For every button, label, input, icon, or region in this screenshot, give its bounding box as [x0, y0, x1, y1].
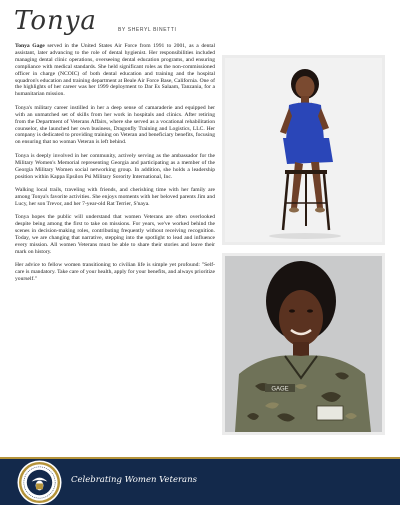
paragraph-hobbies: Walking local trails, traveling with friends, and cherishing time with her family are among Tonya's favorite activities. She enjoys moments with her beloved parents Jim and Lucy, her son Trevor, and her 7-year-old Rat Terrier, S'naya. — [15, 187, 215, 207]
subject-name: Tonya Gage — [15, 43, 45, 49]
paragraph-service-text: served in the United States Air Force from 1991 to 2001, as a dental assistant, later advancing to the role of dental hygienist. Her responsibilities included managing dental clinic operations, overseeing dental education programs, and ensuring compliance with medical standards. She held significant roles as the non-commissioned officer in charge (NCOIC) of both dental education and training and the hospital squadron's education and training department at Beale Air Force Base, California. One of the highlights of her career was her 1999 deployment to Dar Es Salaam, Tanzania, for a humanitarian mission. — [15, 43, 215, 98]
paragraph-service — [15, 43, 215, 98]
article-title: Tonya — [14, 6, 97, 36]
byline: BY SHERYL BINETTI — [118, 27, 177, 33]
uniform-nametape: GAGE — [271, 386, 289, 393]
paragraph-message: Tonya hopes the public will understand that women Veterans are often overlooked despite being among the first to take on missions. For years, we've worked behind the scenes in decision-making roles, contributing frequently without receiving recognition. Today, we are changing that narrative, stepping into the spotlight to lead and influence every mission. All women Veterans must be able to share their stories and leave their mark on history. — [15, 214, 215, 255]
article-body — [15, 43, 215, 290]
paragraph-advice: Her advice to fellow women transitioning to civilian life is simple yet profound: "Self-care is mandatory. Take care of your health, apply for your benefits, and always prioritize yourself." — [15, 262, 215, 283]
photo-frame-top — [222, 55, 385, 245]
photo-frame-bottom — [222, 253, 385, 435]
portrait-seated-icon — [225, 58, 382, 242]
footer-tagline: Celebrating Women Veterans — [71, 475, 197, 485]
portrait-uniform-icon — [225, 256, 382, 432]
paragraph-community: Tonya is deeply involved in her community, actively serving as the ambassador for the Military Women's Memorial representing Georgia and participating as a member of the Georgia Military Women social networking group. In addition, she holds a leadership position within Kappa Epsilon Psi Military Sorority International, Inc. — [15, 152, 215, 180]
va-seal-icon — [17, 460, 62, 505]
paragraph-career: Tonya's military career instilled in her a deep sense of camaraderie and equipped her with an unmatched set of skills from her work in hospitals and clinics. After retiring from the Department of Veterans Affairs, where she served as a vocational rehabilitation counselor, she launched her own business, Dragonfly Training and Logistics, LLC. Her company is dedicated to providing training on Veteran and beneficiary benefits, focusing on ensuring that no woman Veteran is left behind. — [15, 104, 215, 146]
